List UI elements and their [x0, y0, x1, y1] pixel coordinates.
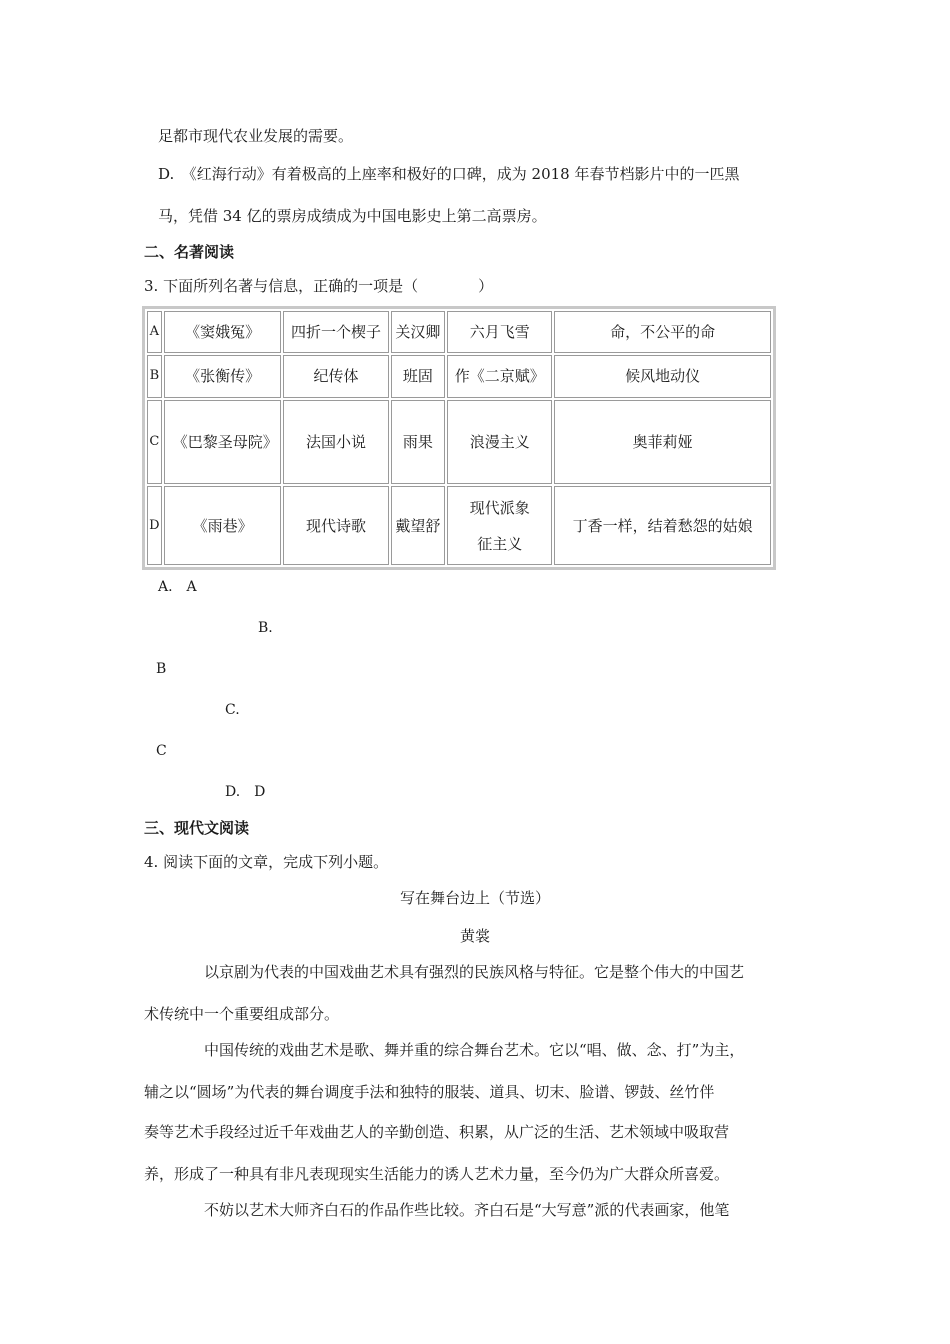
row-label: D — [147, 486, 162, 565]
option-d-line1: D. 《红海行动》有着极高的上座率和极好的口碑，成为 2018 年春节档影片中的一匹黑 — [158, 165, 740, 183]
work-info: 六月飞雪 — [447, 311, 552, 353]
work-detail: 奥菲莉娅 — [554, 400, 771, 485]
work-info: 作《二京赋》 — [447, 355, 552, 397]
section-heading-2: 二、名著阅读 — [144, 243, 235, 261]
article-author: 黄裳 — [459, 927, 490, 945]
paragraph-3-line: 不妨以艺术大师齐白石的作品作些比较。齐白石是“大写意”派的代表画家，他笔 — [204, 1201, 730, 1219]
option-d-line2: 马，凭借 34 亿的票房成绩成为中国电影史上第二高票房。 — [158, 207, 547, 225]
work-title: 《雨巷》 — [164, 486, 282, 565]
row-label: B — [147, 355, 162, 397]
table-row — [147, 355, 771, 397]
answer-option-b-label[interactable]: B. — [258, 620, 273, 636]
work-genre: 现代诗歌 — [283, 486, 388, 565]
answer-option-c-value: C — [156, 743, 167, 759]
work-author: 班固 — [391, 355, 446, 397]
paragraph-2-line: 辅之以“圆场”为代表的舞台调度手法和独特的服装、道具、切末、脸谱、锣鼓、丝竹伴 — [144, 1083, 715, 1101]
work-author: 戴望舒 — [391, 486, 446, 565]
work-genre: 纪传体 — [283, 355, 388, 397]
work-info: 浪漫主义 — [447, 400, 552, 485]
intro-line: 足都市现代农业发展的需要。 — [158, 127, 354, 145]
work-detail: 丁香一样，结着愁怨的姑娘 — [554, 486, 771, 565]
work-detail: 命，不公平的命 — [554, 311, 771, 353]
table-row — [147, 400, 771, 485]
paragraph-2-line: 奏等艺术手段经过近千年戏曲艺人的辛勤创造、积累，从广泛的生活、艺术领域中吸取营 — [144, 1123, 730, 1141]
work-author: 雨果 — [391, 400, 446, 485]
work-title: 《窦娥冤》 — [164, 311, 282, 353]
paragraph-2-line: 养，形成了一种具有非凡表现现实生活能力的诱人艺术力量，至今仍为广大群众所喜爱。 — [144, 1165, 730, 1183]
question-3: 3. 下面所列名著与信息，正确的一项是（ ） — [144, 277, 494, 295]
row-label: C — [147, 400, 162, 485]
answer-option-d[interactable]: D. D — [225, 784, 266, 800]
work-title: 《张衡传》 — [164, 355, 282, 397]
answer-option-c-label[interactable]: C. — [225, 702, 240, 718]
work-info: 现代派象征主义 — [447, 486, 552, 565]
article-title: 写在舞台边上（节选） — [399, 889, 550, 907]
work-genre: 四折一个楔子 — [283, 311, 388, 353]
paragraph-1-line: 以京剧为代表的中国戏曲艺术具有强烈的民族风格与特征。它是整个伟大的中国艺 — [204, 963, 745, 981]
paragraph-2-line: 中国传统的戏曲艺术是歌、舞并重的综合舞台艺术。它以“唱、做、念、打”为主， — [204, 1041, 745, 1059]
classics-table — [142, 306, 776, 570]
work-detail: 候风地动仪 — [554, 355, 771, 397]
answer-option-a[interactable]: A. A — [158, 579, 197, 595]
table-row — [147, 311, 771, 353]
paragraph-1-line: 术传统中一个重要组成部分。 — [144, 1005, 340, 1023]
work-author: 关汉卿 — [391, 311, 446, 353]
work-genre: 法国小说 — [283, 400, 388, 485]
question-4: 4. 阅读下面的文章，完成下列小题。 — [144, 853, 389, 871]
row-label: A — [147, 311, 162, 353]
table-row — [147, 486, 771, 565]
section-heading-3: 三、现代文阅读 — [144, 819, 250, 837]
work-title: 《巴黎圣母院》 — [164, 400, 282, 485]
answer-option-b-value: B — [156, 661, 167, 677]
